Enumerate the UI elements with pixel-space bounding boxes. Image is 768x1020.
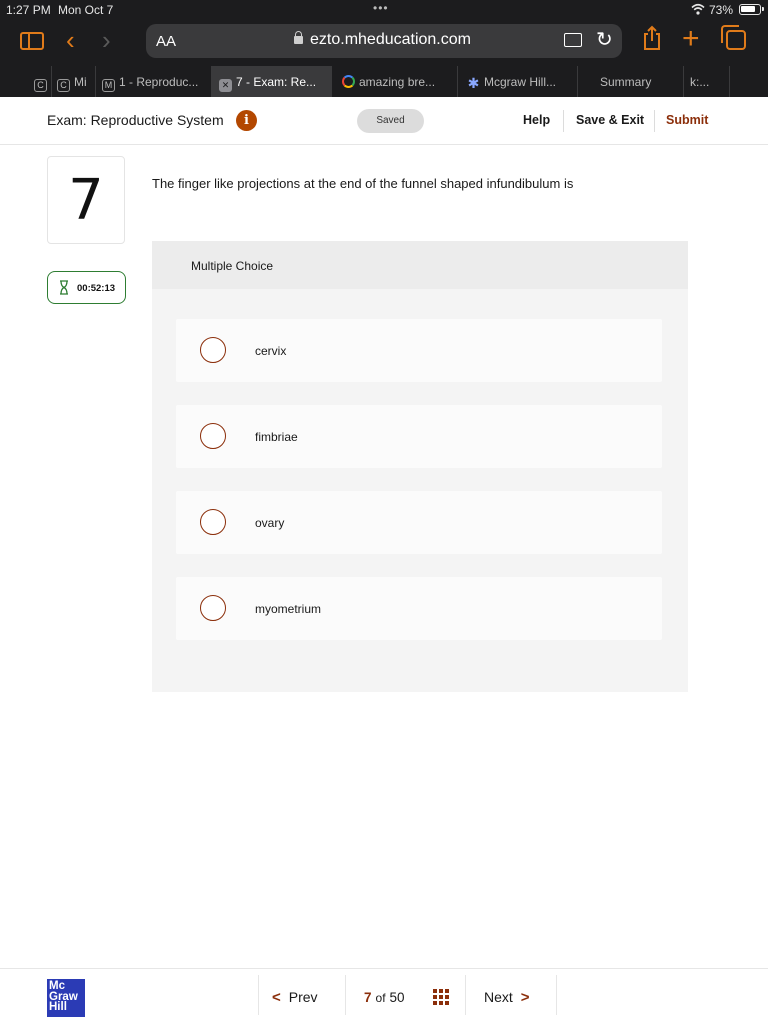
browser-tab[interactable] bbox=[578, 66, 684, 97]
question-type-label: Multiple Choice bbox=[191, 259, 274, 273]
browser-toolbar bbox=[0, 22, 768, 60]
exam-title: Exam: Reproductive System bbox=[47, 112, 224, 128]
current-question: 7 bbox=[364, 990, 372, 1005]
share-icon[interactable] bbox=[642, 25, 662, 51]
question-grid-icon[interactable] bbox=[433, 989, 449, 1005]
divider bbox=[563, 110, 564, 132]
question-number: 7 bbox=[47, 156, 125, 244]
translate-icon[interactable] bbox=[564, 33, 582, 47]
browser-tab-active[interactable] bbox=[212, 66, 332, 97]
tab-bar bbox=[0, 66, 768, 97]
browser-tab[interactable] bbox=[684, 66, 730, 97]
save-exit-button[interactable]: Save & Exit bbox=[576, 113, 645, 127]
hourglass-icon bbox=[59, 280, 69, 295]
divider bbox=[465, 975, 466, 1015]
status-bar bbox=[0, 0, 768, 20]
radio-button[interactable] bbox=[200, 423, 226, 449]
radio-button[interactable] bbox=[200, 509, 226, 535]
timer-value: 00:52:13 bbox=[77, 283, 116, 294]
tab-label: 1 - Reproduc... bbox=[119, 75, 199, 89]
divider bbox=[654, 110, 655, 132]
m-favicon-icon: M bbox=[102, 79, 115, 92]
info-icon[interactable]: i bbox=[236, 110, 257, 131]
answer-panel bbox=[152, 241, 688, 692]
question-type-header bbox=[152, 241, 688, 289]
radio-button[interactable] bbox=[200, 337, 226, 363]
status-date: Mon Oct 7 bbox=[58, 3, 114, 17]
total-questions: 50 bbox=[389, 990, 405, 1005]
tab-overview-icon[interactable] bbox=[726, 30, 746, 50]
tab-label: amazing bre... bbox=[359, 75, 436, 89]
battery-icon bbox=[739, 4, 761, 15]
exam-footer bbox=[0, 968, 768, 1020]
sidebar-toggle-icon[interactable] bbox=[20, 32, 44, 50]
lock-icon bbox=[294, 36, 303, 44]
divider bbox=[556, 975, 557, 1015]
chevron-left-icon: < bbox=[272, 989, 281, 1006]
submit-button[interactable]: Submit bbox=[666, 113, 709, 127]
chevron-right-icon: > bbox=[520, 989, 530, 1006]
of-label: of bbox=[375, 991, 386, 1005]
answer-option-ovary[interactable] bbox=[176, 491, 662, 554]
option-label: cervix bbox=[255, 344, 287, 358]
forward-icon[interactable]: › bbox=[102, 25, 111, 55]
option-label: ovary bbox=[255, 516, 285, 530]
reload-icon[interactable]: ↻ bbox=[596, 29, 613, 51]
answer-option-myometrium[interactable] bbox=[176, 577, 662, 640]
logo-line: Graw bbox=[49, 990, 78, 1003]
url-text[interactable]: ezto.mheducation.com bbox=[310, 31, 471, 48]
multitasking-dots-icon[interactable]: ••• bbox=[373, 1, 389, 15]
address-bar[interactable] bbox=[146, 24, 622, 58]
tab-label: Summary bbox=[600, 75, 652, 89]
back-icon[interactable]: ‹ bbox=[66, 25, 75, 55]
reader-options-button[interactable]: AA bbox=[156, 33, 177, 50]
logo-line: Mc bbox=[49, 980, 65, 992]
close-tab-icon[interactable]: ✕ bbox=[219, 79, 232, 92]
tab-label: Mi bbox=[74, 75, 87, 89]
question-text: The finger like projections at the end of the funnel shaped infundibulum is bbox=[152, 176, 574, 191]
help-button[interactable]: Help bbox=[523, 113, 551, 127]
browser-tab[interactable] bbox=[96, 66, 212, 97]
page-indicator bbox=[364, 990, 405, 1005]
next-label: Next bbox=[484, 989, 513, 1005]
battery-percent: 73% bbox=[709, 3, 734, 17]
option-label: myometrium bbox=[255, 602, 322, 616]
tab-label: Mcgraw Hill... bbox=[484, 75, 557, 89]
tab-label: 7 - Exam: Re... bbox=[236, 75, 317, 89]
tab-label: k:... bbox=[690, 75, 710, 89]
google-favicon-icon bbox=[342, 75, 355, 88]
exam-header bbox=[0, 97, 768, 145]
next-button[interactable] bbox=[484, 989, 530, 1006]
prev-label: Prev bbox=[288, 989, 318, 1005]
answer-option-fimbriae[interactable] bbox=[176, 405, 662, 468]
wifi-icon bbox=[691, 3, 705, 15]
logo-line: Hill bbox=[49, 1001, 67, 1013]
answer-option-cervix[interactable] bbox=[176, 319, 662, 382]
c-favicon-icon: C bbox=[57, 79, 70, 92]
new-tab-icon[interactable]: + bbox=[682, 22, 700, 55]
browser-chrome bbox=[0, 0, 768, 97]
status-time: 1:27 PM bbox=[6, 3, 51, 17]
browser-tab[interactable] bbox=[30, 66, 52, 97]
browser-tab[interactable] bbox=[458, 66, 578, 97]
browser-tab[interactable] bbox=[52, 66, 96, 97]
divider bbox=[258, 975, 259, 1015]
mcgraw-hill-logo bbox=[47, 979, 85, 1017]
radio-button[interactable] bbox=[200, 595, 226, 621]
divider bbox=[345, 975, 346, 1015]
c-favicon-icon: C bbox=[34, 79, 47, 92]
exam-timer[interactable] bbox=[47, 271, 126, 304]
prev-button[interactable] bbox=[272, 989, 318, 1006]
saved-status-badge: Saved bbox=[357, 109, 424, 133]
mcgraw-favicon-icon: ✱ bbox=[467, 75, 480, 91]
option-label: fimbriae bbox=[255, 430, 298, 444]
browser-tab[interactable] bbox=[332, 66, 458, 97]
